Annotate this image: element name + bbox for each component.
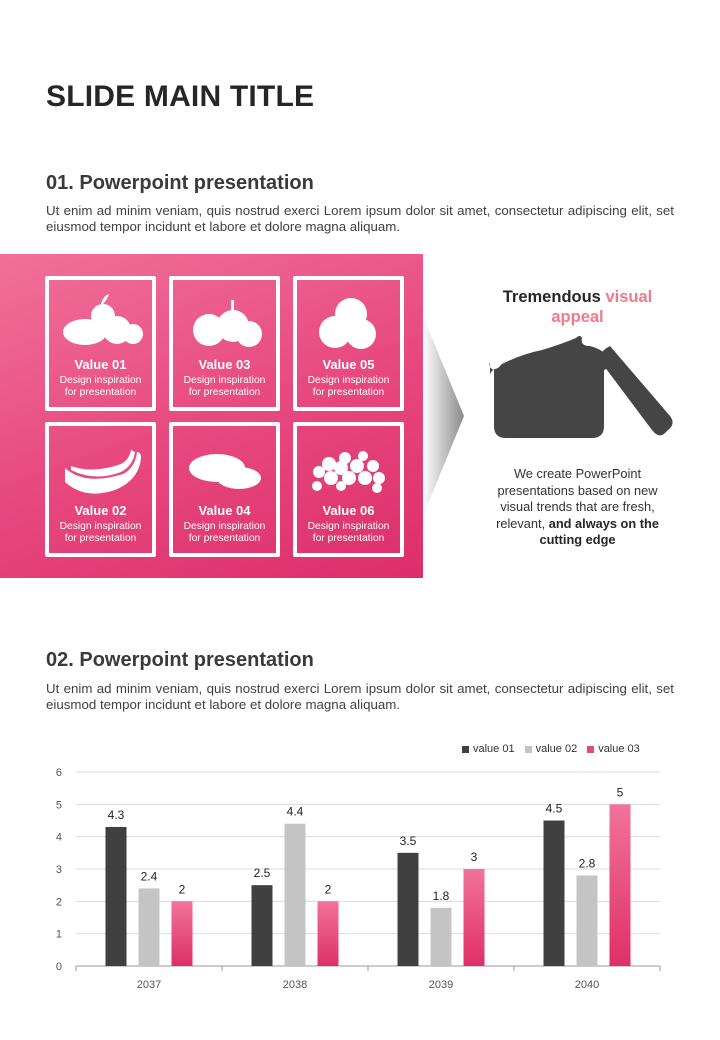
bar <box>398 853 419 966</box>
data-label: 3.5 <box>399 833 417 848</box>
data-label: 1.8 <box>432 888 450 903</box>
legend-item: value 03 <box>587 743 640 755</box>
y-tick-label: 1 <box>55 928 62 941</box>
legend-item: value 01 <box>462 743 515 755</box>
bar <box>577 875 598 966</box>
data-label: 2.8 <box>578 856 596 871</box>
y-tick-label: 3 <box>55 864 62 876</box>
card-value-04 <box>169 422 280 557</box>
legend-swatch <box>525 746 532 753</box>
data-label: 2 <box>324 882 332 897</box>
card-value: Value 03 <box>198 357 251 372</box>
pink-panel <box>0 254 423 578</box>
data-label: 2 <box>178 882 186 897</box>
section1-body: Ut enim ad minim veniam, quis nostrud exerci Lorem ipsum dolor sit amet, consectetur adipiscing elit, set eiusmod tempor incidunt et labore et dolore magna aliquam. <box>46 203 674 234</box>
bar <box>464 869 485 966</box>
card-value: Value 06 <box>322 503 375 518</box>
card-value-02 <box>45 422 156 557</box>
card-value-03 <box>169 276 280 411</box>
bar-chart <box>40 760 680 1000</box>
bar <box>172 901 193 966</box>
section1-heading: 01. Powerpoint presentation <box>46 172 314 194</box>
arrow-shape <box>423 316 468 516</box>
card-desc: Design inspiration for presentation <box>307 375 390 398</box>
y-tick-label: 5 <box>55 799 62 812</box>
legend-swatch <box>587 746 594 753</box>
bar <box>544 821 565 967</box>
data-label: 4.4 <box>286 804 304 819</box>
card-desc: Design inspiration for presentation <box>59 521 142 544</box>
y-tick-label: 0 <box>55 961 62 973</box>
card-value: Value 05 <box>322 357 375 372</box>
card-value-06 <box>293 422 404 557</box>
bar <box>318 901 339 966</box>
legend-item: value 02 <box>525 743 578 755</box>
x-tick-label: 2038 <box>282 979 308 991</box>
bar <box>431 908 452 966</box>
data-label: 5 <box>616 785 624 800</box>
y-tick-label: 6 <box>55 767 62 779</box>
card-value: Value 02 <box>74 503 127 518</box>
data-label: 2.4 <box>140 869 158 884</box>
potatoes-icon <box>181 438 268 496</box>
card-desc: Design inspiration for presentation <box>183 375 266 398</box>
peaches-icon <box>305 292 392 350</box>
cream-jar-icon <box>480 336 680 456</box>
data-label: 2.5 <box>253 866 271 881</box>
card-value: Value 01 <box>74 357 127 372</box>
tomatoes-icon <box>181 292 268 350</box>
card-value-05 <box>293 276 404 411</box>
bar <box>252 885 273 966</box>
x-tick-label: 2039 <box>428 979 454 991</box>
x-tick-label: 2040 <box>574 979 600 991</box>
data-label: 3 <box>470 850 478 864</box>
y-tick-label: 2 <box>55 896 62 909</box>
card-desc: Design inspiration for presentation <box>183 521 266 544</box>
feature-body: We create PowerPoint presentations based on new visual trends that are fresh, relevant, and always on the cutting edge <box>496 466 659 547</box>
slide-title: SLIDE MAIN TITLE <box>46 80 315 113</box>
card-value: Value 04 <box>198 503 251 518</box>
x-tick-label: 2037 <box>136 979 162 991</box>
card-desc: Design inspiration for presentation <box>59 375 142 398</box>
card-value-01 <box>45 276 156 411</box>
data-label: 4.5 <box>545 801 563 816</box>
chart-legend <box>462 743 640 755</box>
fruit-mix-icon <box>57 292 144 350</box>
data-label: 4.3 <box>107 807 125 822</box>
y-tick-label: 4 <box>55 831 62 844</box>
bar <box>106 827 127 966</box>
bar <box>610 804 631 966</box>
card-desc: Design inspiration for presentation <box>307 521 390 544</box>
legend-swatch <box>462 746 469 753</box>
section2-heading: 02. Powerpoint presentation <box>46 649 314 671</box>
grapes-icon <box>305 438 392 496</box>
feature-heading: Tremendous visual appeal <box>502 288 653 326</box>
bar <box>139 888 160 966</box>
bar <box>285 824 306 966</box>
banana-icon <box>57 438 144 496</box>
section2-body: Ut enim ad minim veniam, quis nostrud exerci Lorem ipsum dolor sit amet, consectetur adipiscing elit, set eiusmod tempor incidunt et labore et dolore magna aliquam. <box>46 681 674 712</box>
